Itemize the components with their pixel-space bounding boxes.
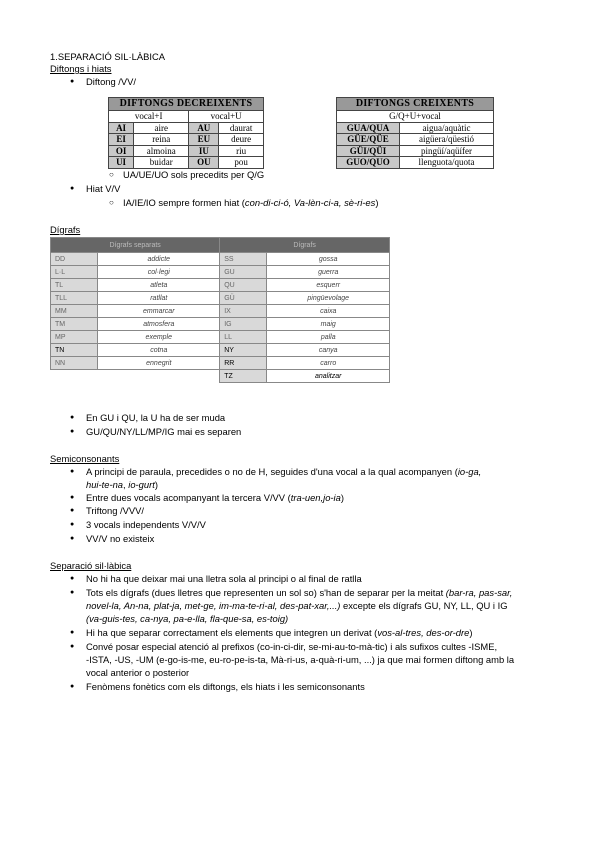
examples: vos-al-tres, des-or-dre	[377, 627, 470, 638]
table-cell: ennegrit	[98, 357, 220, 370]
separacio-item-4-cont-2: vocal anterior o posterior	[86, 667, 190, 678]
table-row	[337, 122, 494, 134]
table-cell	[51, 370, 98, 383]
diftongs-creixents-table	[336, 97, 494, 169]
table-cell: NN	[51, 357, 98, 370]
semiconsonants-item-2	[86, 492, 344, 504]
table-cell: atmosfera	[98, 318, 220, 331]
table-row	[109, 145, 264, 157]
text: Tots els dígrafs (dues lletres que representen un sol so) s'han de separar per la meitat	[86, 587, 446, 598]
table-cell: aire	[134, 122, 189, 134]
semiconsonants-item-1-cont	[86, 479, 158, 491]
table-row	[51, 318, 390, 331]
semiconsonants-heading: Semiconsonants	[50, 453, 120, 464]
table-cell: GÜI/QÜI	[337, 145, 400, 157]
table-cell: SS	[220, 253, 267, 266]
table-cell: analitzar	[267, 370, 390, 383]
table-row	[51, 370, 390, 383]
table-row	[109, 157, 264, 169]
text: )	[340, 492, 344, 503]
table-row	[51, 292, 390, 305]
table-cell: QU	[220, 279, 267, 292]
table-cell: LL	[220, 331, 267, 344]
table-cell: aigüera/qüestió	[400, 134, 494, 146]
table-cell: TZ	[220, 370, 267, 383]
diftongs-decreixents-table	[108, 97, 264, 169]
table-cell: MP	[51, 331, 98, 344]
table-cell: pingüevolage	[267, 292, 390, 305]
table-row	[51, 279, 390, 292]
examples: io-ga,	[457, 466, 482, 477]
table-row	[109, 122, 264, 134]
table-cell: GUA/QUA	[337, 122, 400, 134]
hiat-note	[123, 197, 378, 209]
decreixents-title: DIFTONGS DECREIXENTS	[109, 98, 264, 111]
creixents-col: G/Q+U+vocal	[337, 111, 494, 123]
text: Entre dues vocals acompanyant la tercera V/VV (	[86, 492, 291, 503]
table-cell: maig	[267, 318, 390, 331]
table-cell: TN	[51, 344, 98, 357]
table-cell: AI	[109, 122, 134, 134]
examples: (bar-ra, pas-sar,	[445, 587, 513, 598]
table-cell: TM	[51, 318, 98, 331]
examples: io-gurt	[128, 479, 155, 490]
separacio-item-2-cont	[86, 600, 508, 612]
table-row	[51, 266, 390, 279]
hiat-note-examples: con-di-ci-ó, Va-lèn-ci-a, sè-ri-es	[244, 197, 376, 208]
examples: novel-la, An-na, plat-ja, met-ge, im-ma-te-ri-al, des-pat-xar,...)	[86, 600, 341, 611]
table-cell: atleta	[98, 279, 220, 292]
table-row	[337, 157, 494, 169]
hiat-note-end: )	[375, 197, 379, 208]
separacio-item-1: ● No hi ha que deixar mai una lletra sola al principi o al final de ratlla	[86, 573, 362, 585]
table-cell: palla	[267, 331, 390, 344]
table-row	[337, 134, 494, 146]
semiconsonants-item-1	[86, 466, 481, 478]
text: Hi ha que separar correctament els elements que integren un derivat (	[86, 627, 378, 638]
separacio-item-5: ● Fenòmens fonètics com els diftongs, els hiats i les semiconsonants	[86, 681, 365, 693]
table-cell: IU	[189, 145, 219, 157]
table-cell: almoina	[134, 145, 189, 157]
table-cell: pingüí/aqüífer	[400, 145, 494, 157]
table-cell: addicte	[98, 253, 220, 266]
table-cell: riu	[219, 145, 264, 157]
table-cell: EI	[109, 134, 134, 146]
table-cell: esquerr	[267, 279, 390, 292]
table-cell: carro	[267, 357, 390, 370]
diftong-label: ● Diftong /VV/	[86, 76, 136, 88]
table-cell: deure	[219, 134, 264, 146]
separacio-item-2	[86, 587, 512, 599]
table-row	[337, 145, 494, 157]
table-cell: llenguota/quota	[400, 157, 494, 169]
diftong-note: ○ UA/UE/UO sols precedits per Q/G	[123, 169, 264, 181]
table-cell: buidar	[134, 157, 189, 169]
table-cell: guerra	[267, 266, 390, 279]
text: A principi de paraula, precedides o no de H, seguides d'una vocal a la qual acompanyen (	[86, 466, 458, 477]
text: excepte els dígrafs GU, NY, LL, QU i IG	[340, 600, 508, 611]
page-title: 1.SEPARACIÓ SIL·LÀBICA	[50, 51, 165, 62]
separacio-item-3	[86, 627, 472, 639]
separacio-item-4-cont: -ISTA, -US, -UM (e-go-is-me, eu-ro-pe-is-ta, Mà-ri-us, a-quà-ri-um, ...) ja que mai formen diftong amb la	[86, 654, 515, 665]
table-cell: OI	[109, 145, 134, 157]
examples: tra-uen,jo-ia	[290, 492, 341, 503]
table-row	[109, 134, 264, 146]
table-cell	[98, 370, 220, 383]
table-cell: caixa	[267, 305, 390, 318]
hiat-label: ● Hiat V/V	[86, 183, 120, 195]
table-row	[51, 344, 390, 357]
table-cell: canya	[267, 344, 390, 357]
table-cell: aigua/aquàtic	[400, 122, 494, 134]
table-cell: GÜ	[220, 292, 267, 305]
digrafs-table	[50, 237, 390, 383]
table-cell: gossa	[267, 253, 390, 266]
separacio-heading: Separació sil·làbica	[50, 560, 132, 571]
table-cell: L·L	[51, 266, 98, 279]
table-cell: AU	[189, 122, 219, 134]
table-cell: exemple	[98, 331, 220, 344]
table-cell: cotna	[98, 344, 220, 357]
table-cell: TLL	[51, 292, 98, 305]
table-row	[51, 305, 390, 318]
separacio-item-2-examples: (va-guis-tes, ca-nya, pa-e-lla, fla-que-sa, es-toig)	[86, 613, 289, 624]
table-cell: GÜE/QÜE	[337, 134, 400, 146]
table-cell: UI	[109, 157, 134, 169]
table-cell: DD	[51, 253, 98, 266]
digrafs-heading: Dígrafs	[50, 224, 81, 235]
table-row	[51, 331, 390, 344]
table-cell: reina	[134, 134, 189, 146]
decreixents-col1: vocal+I	[109, 111, 189, 123]
digrafs-note-1: ● En GU i QU, la U ha de ser muda	[86, 412, 225, 424]
semiconsonants-item-5: ● VV/V no existeix	[86, 533, 154, 545]
separacio-item-4: ● Convé posar especial atenció al prefixos (co-in-ci-dir, se-mi-au-to-mà-tic) i als sufixos cultes -ISME,	[86, 641, 497, 653]
table-cell: ratllat	[98, 292, 220, 305]
table-cell: IG	[220, 318, 267, 331]
decreixents-col2: vocal+U	[189, 111, 264, 123]
table-cell: pou	[219, 157, 264, 169]
creixents-title: DIFTONGS CREIXENTS	[337, 98, 494, 111]
table-cell: daurat	[219, 122, 264, 134]
table-cell: TL	[51, 279, 98, 292]
semiconsonants-item-4: ● 3 vocals independents V/V/V	[86, 519, 206, 531]
digrafs-note-2: ● GU/QU/NY/LL/MP/IG mai es separen	[86, 426, 241, 438]
table-cell: col·legi	[98, 266, 220, 279]
text: )	[154, 479, 158, 490]
hiat-note-text: IA/IE/IO sempre formen hiat (	[123, 197, 245, 208]
digrafs-col1-header: Dígrafs separats	[51, 238, 220, 253]
diftongs-heading: Diftongs i hiats	[50, 63, 112, 74]
table-cell: emmarcar	[98, 305, 220, 318]
table-cell: RR	[220, 357, 267, 370]
table-cell: EU	[189, 134, 219, 146]
table-cell: NY	[220, 344, 267, 357]
table-row	[51, 357, 390, 370]
table-cell: GU	[220, 266, 267, 279]
text: ,	[123, 479, 129, 490]
text: )	[469, 627, 473, 638]
digrafs-col2-header: Dígrafs	[220, 238, 390, 253]
examples: hui-te-na	[86, 479, 124, 490]
table-cell: OU	[189, 157, 219, 169]
table-cell: IX	[220, 305, 267, 318]
semiconsonants-item-3: ● Triftong /VVV/	[86, 505, 144, 517]
table-cell: GUO/QUO	[337, 157, 400, 169]
table-cell: MM	[51, 305, 98, 318]
table-row	[51, 253, 390, 266]
